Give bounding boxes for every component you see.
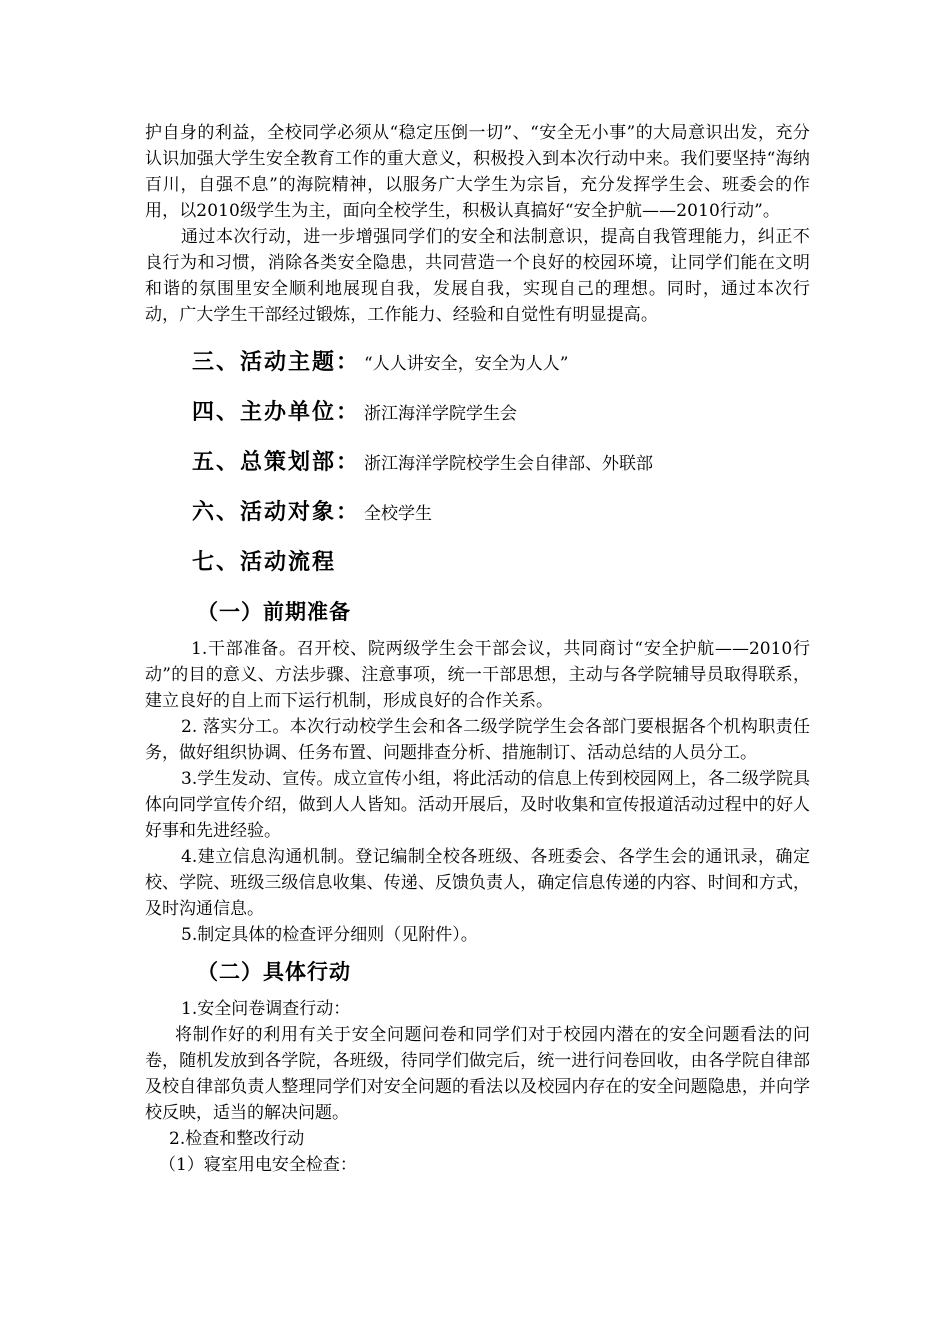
- section-theme-label: 三、活动主题：: [192, 350, 361, 375]
- action-item-2-title: 2.检查和整改行动: [169, 1129, 305, 1149]
- section-target-label: 六、活动对象：: [192, 500, 361, 525]
- section-planner-label: 五、总策划部：: [192, 450, 361, 475]
- section-organizer-value: 浙江海洋学院学生会: [364, 404, 518, 424]
- section-theme-value: “人人讲安全，安全为人人”: [364, 354, 569, 374]
- preparation-item-4: 4.建立信息沟通机制。登记编制全校各班级、各班委会、各学生会的通讯录，确定校、学院、班级三级信息收集、传递、反馈负责人，确定信息传递的内容、时间和方式，及时沟通信息。: [145, 847, 810, 919]
- action-title: （二）具体行动: [197, 960, 351, 984]
- preparation-item-2: 2. 落实分工。本次行动校学生会和各二级学院学生会各部门要根据各个机构职责任务，做好组织协调、任务布置、问题排查分析、措施制订、活动总结的人员分工。: [145, 717, 810, 763]
- section-planner: [145, 438, 810, 488]
- section-organizer: [145, 388, 810, 438]
- intro-paragraph-2: 通过本次行动，进一步增强同学们的安全和法制意识，提高自我管理能力，纠正不良行为和习惯，消除各类安全隐患，共同营造一个良好的校园环境，让同学们能在文明和谐的氛围里安全顺利地展现自我，发展自我，实现自己的理想。同时，通过本次行动，广大学生干部经过锻炼，工作能力、经验和自觉性有明显提高。: [145, 227, 810, 325]
- section-theme: [145, 338, 810, 388]
- preparation-item-3: 3.学生发动、宣传。成立宣传小组，将此活动的信息上传到校园网上，各二级学院具体向同学宣传介绍，做到人人皆知。活动开展后，及时收集和宣传报道活动过程中的好人好事和先进经验。: [145, 769, 810, 841]
- document-page: [145, 120, 810, 1178]
- intro-paragraph-1: 护自身的利益，全校同学必须从“稳定压倒一切”、“安全无小事”的大局意识出发，充分认识加强大学生安全教育工作的重大意义，积极投入到本次行动中来。我们要坚持“海纳百川，自强不息”的海院精神，以服务广大学生为宗旨，充分发挥学生会、班委会的作用，以2010级学生为主，面向全校学生，积极认真搞好“安全护航——2010行动”。: [145, 123, 810, 221]
- preparation-title: （一）前期准备: [197, 600, 351, 624]
- preparation-item-1: 1.干部准备。召开校、院两级学生会干部会议，共同商讨“安全护航——2010行动”的目的意义、方法步骤、注意事项，统一干部思想，主动与各学院辅导员取得联系，建立良好的自上而下运行机制，形成良好的合作关系。: [145, 639, 810, 711]
- section-organizer-label: 四、主办单位：: [192, 400, 361, 425]
- action-item-1-body: 将制作好的利用有关于安全问题问卷和同学们对于校园内潜在的安全问题看法的问卷，随机发放到各学院，各班级，待同学们做完后，统一进行问卷回收，由各学院自律部及校自律部负责人整理同学们对安全问题的看法以及校园内存在的安全问题隐患，并向学校反映，适当的解决问题。: [145, 1025, 810, 1123]
- section-process: [145, 538, 810, 588]
- preparation-item-5: 5.制定具体的检查评分细则（见附件）。: [181, 925, 478, 945]
- action-item-2-sub-1: （1）寝室用电安全检查：: [159, 1155, 357, 1175]
- section-planner-value: 浙江海洋学院校学生会自律部、外联部: [364, 454, 654, 474]
- action-item-1-title: 1.安全问卷调查行动：: [181, 999, 351, 1019]
- section-target-value: 全校学生: [364, 504, 433, 524]
- section-target: [145, 488, 810, 538]
- section-process-label: 七、活动流程: [192, 550, 337, 575]
